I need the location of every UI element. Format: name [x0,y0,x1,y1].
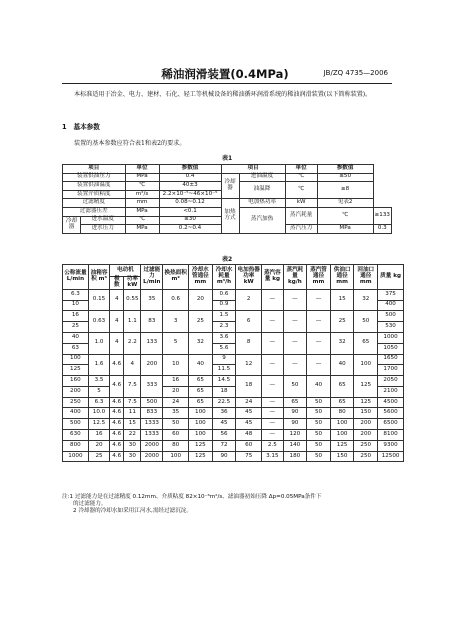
table-cell: ℃ [125,216,159,225]
table-header-cell: 参数值 [317,165,373,174]
table-cell: 5600 [378,408,404,419]
table-cell: 72 [212,440,236,451]
title-rule [62,83,392,84]
note-text: 1 过滤能力是在过滤精度 0.12mm、介质粘度 82×10⁻⁶m²/s、滤油器初始压降 Δp=0.05MPa条件下 [69,494,322,500]
table-header-row [63,265,404,277]
table-cell: 过滤器压差 [63,207,126,216]
table-row [63,419,404,430]
table-cell: 1000 [378,332,404,343]
table-cell: 32 [189,332,213,354]
table-cell: 4.6 [110,354,124,376]
table-cell: 30 [124,451,141,462]
table-cell: 12 [236,354,262,376]
table-header-cell: 蒸汽管通径 mm [307,265,331,290]
table-cell: — [307,311,331,333]
table-cell: 7.5 [124,376,141,398]
table1-caption: 表1 [222,155,233,162]
page-title: 稀油润滑装置(0.4MPa) [161,67,289,81]
table-cell: mm [125,199,159,208]
table-cell: 250 [354,440,378,451]
section-title: 基本参数 [73,123,100,131]
table-header-cell: 蒸汽容量 kg [262,265,283,290]
table-cell: 150 [330,451,354,462]
table-cell: 65 [354,332,378,354]
table-cell: 0.6 [163,289,189,311]
table-cell: 32 [330,332,354,354]
table-row [63,332,404,343]
table-cell: 48 [236,430,262,441]
table-cell: 25 [189,311,213,333]
table-cell: 32 [354,289,378,311]
table-cell: 25 [63,322,89,333]
table-cell: 3 [163,311,189,333]
table-cell: 200 [354,430,378,441]
table-cell: 200 [141,354,163,376]
table-cell: 2.3 [212,322,236,333]
table-cell: 150 [354,408,378,419]
table-cell: MPa [125,173,159,182]
section-heading [62,121,100,131]
table-cell: 4.6 [110,397,124,408]
table-cell: 0.4 [159,173,221,182]
table-cell: 18 [212,386,236,397]
table-cell: 250 [63,397,89,408]
table-cell: 20 [88,440,109,451]
table-cell: 6.3 [88,397,109,408]
table-row [63,354,404,365]
table-cell: 90 [283,408,307,419]
table-cell: 4.6 [110,376,124,398]
table-cell: — [262,419,283,430]
table-cell: ≥133 [373,207,391,224]
table-cell: 6 [236,311,262,333]
table-row [63,440,404,451]
table-cell: 22 [124,430,141,441]
table-cell: 50 [307,440,331,451]
table-row [63,311,404,322]
table-cell: — [307,289,331,311]
table-cell: ℃ [285,182,317,199]
table-cell: 2000 [141,451,163,462]
table-cell: 333 [141,376,163,398]
table-cell: 16 [63,311,89,322]
table-cell: 20 [189,289,213,311]
table-cell: 1.0 [88,332,109,354]
table-cell: 500 [141,397,163,408]
table-cell: 4.6 [110,408,124,419]
table-cell: 100 [330,419,354,430]
table-header-cell: 过滤能力 L/min [141,265,163,290]
table-cell: 4 [110,289,124,311]
table-cell: 65 [189,397,213,408]
table-cell: 30 [124,440,141,451]
table-cell: 1.6 [88,354,109,376]
table-cell: ℃ [317,207,373,224]
table-cell: ≤50 [317,173,373,182]
table-header-cell: 回油口通径 mm [354,265,378,290]
table-cell: 35 [163,408,189,419]
table-cell: 电加热功率 [239,199,285,208]
table-cell: 4.6 [110,451,124,462]
table-cell: 3.5 [88,376,109,387]
table-cell: 65 [283,397,307,408]
table-cell: 75 [236,451,262,462]
table1 [62,164,392,234]
table-cell: 133 [141,332,163,354]
table-cell: 冷却器 [221,173,239,199]
table-cell: 100 [189,419,213,430]
table-cell: 11 [124,408,141,419]
table-cell: — [262,311,283,333]
table-cell: MPa [125,207,159,216]
table-cell: 250 [354,451,378,462]
table-cell: 6500 [378,419,404,430]
table-cell: 18 [236,376,262,398]
table-cell: — [262,376,283,398]
table-cell: 60 [236,440,262,451]
table-cell: — [283,332,307,354]
table-header-cell: 供油口通径 mm [330,265,354,290]
table-cell: 6.3 [63,289,89,300]
table-cell: 25 [88,451,109,462]
table-cell: 56 [212,430,236,441]
table-cell: 24 [163,397,189,408]
table-cell: — [262,397,283,408]
table-cell: 1333 [141,419,163,430]
table-cell: 83 [141,311,163,333]
table-cell: 蒸汽耗量 [285,207,317,224]
table-cell: 40 [63,332,89,343]
table-cell: 0.15 [88,289,109,311]
table2 [62,264,404,462]
table-cell: 2100 [378,386,404,397]
table-cell: 蒸汽加热 [239,207,285,233]
intro-paragraph: 本标准适用于冶金、电力、建材、石化、轻工等机械设备的稀油循环润滑系统的稀油润滑装置(以下简称装置)。 [74,91,372,98]
table-row [63,289,404,300]
table-cell: 400 [378,300,404,311]
table-cell: 蒸汽压力 [285,225,317,234]
table-cell: ≤30 [159,216,221,225]
table-cell: 装置供油压力 [63,173,126,182]
table-cell: 50 [283,376,307,398]
standard-number: JB/ZQ 4735—2006 [323,69,388,77]
table-cell: 5.6 [212,343,236,354]
section-number: 1 [62,123,67,131]
table-cell: 4.6 [110,440,124,451]
table-header-cell: 油箱容积 m³ [88,265,109,290]
table-cell: 4.6 [110,430,124,441]
table-row [63,173,392,182]
table-cell: 20 [163,386,189,397]
table-header-cell: 蒸汽耗量 kg/h [283,265,307,290]
table-cell: 22.5 [212,397,236,408]
table-cell: 进水压力 [81,225,126,234]
table-cell: 125 [63,365,89,376]
table-header-cell: 冷却水管通径 mm [189,265,213,290]
table-row [63,376,404,387]
table-header-row [63,165,392,174]
table-row [63,451,404,462]
table-cell: 125 [354,397,378,408]
table-cell: 12.5 [88,419,109,430]
table-cell: 80 [330,408,354,419]
table-row [63,199,392,208]
table-cell: 90 [212,451,236,462]
table-cell: 1333 [141,430,163,441]
table-cell: 2 [236,289,262,311]
table-cell: 油温降 [239,182,285,199]
notes-label: 注: [62,494,70,500]
table-header-cell: 电加热器功率 kW [236,265,262,290]
table-cell: 65 [189,376,213,387]
table-cell: 14.5 [212,376,236,387]
table-cell: 100 [330,430,354,441]
table-cell: — [262,430,283,441]
table-cell: 2.2×10⁻⁵~46×10⁻⁵ [159,190,221,199]
table-header-cell: 项目 [221,165,285,174]
table-cell: 833 [141,408,163,419]
table-cell: ≥8 [317,182,373,199]
table-cell: 500 [378,311,404,322]
table-cell: 80 [163,440,189,451]
table-cell: 530 [378,322,404,333]
table-cell: <0.1 [159,207,221,216]
table-cell: 进油温度 [239,173,285,182]
table-cell: 125 [330,440,354,451]
table-cell: 16 [88,430,109,441]
table-cell: 375 [378,289,404,300]
table-cell: 1000 [63,451,89,462]
table-cell: 0.2~0.4 [159,225,221,234]
table-cell: 0.3 [373,225,391,234]
table-cell: 100 [163,451,189,462]
table-cell: 36 [212,408,236,419]
table-cell: 40±3 [159,182,221,191]
table-cell: 2000 [141,440,163,451]
table-cell: 50 [307,419,331,430]
table-cell: — [262,354,283,376]
table-cell: 4.6 [110,419,124,430]
table-cell: ℃ [285,173,317,182]
table-cell: 3.6 [212,332,236,343]
table-cell: 7.5 [124,397,141,408]
table-cell: 35 [141,289,163,311]
table-header-cell: 换热面积 m² [163,265,189,290]
table-cell: — [283,311,307,333]
table-cell: — [262,332,283,354]
table-cell: 63 [63,343,89,354]
table-cell: 50 [307,451,331,462]
table-cell: 45 [236,419,262,430]
table-cell: 1.5 [212,311,236,322]
table-cell: m²/s [125,190,159,199]
table-cell: — [307,354,331,376]
table-cell: 5 [88,386,109,397]
table-cell: 100 [63,354,89,365]
table-cell: 140 [283,440,307,451]
table-cell: 40 [189,354,213,376]
table2-caption: 表2 [222,256,233,263]
table-cell: — [307,332,331,354]
table-cell: 5 [163,332,189,354]
table-cell: 见表2 [317,199,373,208]
table-cell: 125 [189,451,213,462]
table-cell: 200 [354,419,378,430]
table-cell: MPa [317,225,373,234]
table-cell: 10 [163,354,189,376]
table-cell: 24 [236,397,262,408]
table-cell: 12500 [378,451,404,462]
table-cell: 100 [189,430,213,441]
table-header-cell: 质量 kg [378,265,404,290]
table-cell: 4 [110,332,124,354]
table-cell: 40 [307,376,331,398]
table-cell: — [262,289,283,311]
table-cell: 10 [63,300,89,311]
table-cell: 50 [307,430,331,441]
table-cell: 25 [330,311,354,333]
note-line: 2 冷却器的冷却水如采用江河水,需经过滤沉淀。 [73,508,192,515]
table-cell: 冷却器 [63,216,81,233]
table-cell: 500 [63,419,89,430]
table-header-cell: 单位 [125,165,159,174]
table-cell: 15 [330,289,354,311]
table-cell: kW [285,199,317,208]
table-cell: 0.6 [212,289,236,300]
table-row [63,397,404,408]
table-header-cell: 电动机 [110,265,141,277]
table-cell: 800 [63,440,89,451]
table-cell: 400 [63,408,89,419]
table-cell: 4 [110,311,124,333]
table-cell: 0.55 [124,289,141,311]
table-cell: 125 [189,440,213,451]
table-cell: 0.9 [212,300,236,311]
table-cell: 1650 [378,354,404,365]
notes [62,494,321,516]
table-cell: 进水温度 [81,216,126,225]
table-cell: 45 [212,419,236,430]
table-cell: 15 [124,419,141,430]
table-cell: ℃ [125,182,159,191]
table-cell: 9 [212,354,236,365]
table-cell: — [262,408,283,419]
table-cell: 1050 [378,343,404,354]
section-text: 装置的基本参数应符合表1和表2的要求。 [74,140,186,147]
table-header-cell: 功率 kW [124,277,141,290]
table-cell: 125 [354,376,378,398]
table-cell: 100 [189,408,213,419]
table-cell: 630 [63,430,89,441]
table-cell: 4 [124,354,141,376]
table-cell: 180 [283,451,307,462]
table-cell: 120 [283,430,307,441]
table-cell: 50 [307,397,331,408]
table-header-cell: 公称流量 L/min [63,265,89,290]
table-header-cell: 单位 [285,165,317,174]
table-header-cell: 极数 [110,277,124,290]
table-cell: 3.15 [262,451,283,462]
table-cell: 50 [307,408,331,419]
table-cell: 50 [163,419,189,430]
table-cell: 8 [236,332,262,354]
table-cell: 2.5 [262,440,283,451]
table-cell: 40 [330,354,354,376]
table-cell: 装置介质粘度 [63,190,126,199]
table-cell: — [283,354,307,376]
table-cell: 65 [330,376,354,398]
table2-body [63,289,404,462]
table-header-cell: 项目 [63,165,126,174]
table-header-cell: 冷却水耗量 m³/h [212,265,236,290]
table-cell: 65 [330,397,354,408]
table-cell: 60 [163,430,189,441]
table-cell: 100 [354,354,378,376]
table-cell: 160 [63,376,89,387]
table-cell: 10.0 [88,408,109,419]
table-cell: 9300 [378,440,404,451]
table-cell: 0.63 [88,311,109,333]
table-cell: 45 [236,408,262,419]
table-cell: 200 [63,386,89,397]
table-cell: 加热方式 [221,199,239,233]
table-row [63,430,404,441]
table-cell: 2050 [378,376,404,387]
table-header-cell: 参数值 [159,165,221,174]
table-cell: 4500 [378,397,404,408]
table-cell: 1700 [378,365,404,376]
table-cell: 装置供油温度 [63,182,126,191]
table-cell: 65 [189,386,213,397]
note-line: 的过滤能力。 [73,501,107,508]
table-cell: 16 [163,376,189,387]
table-cell: 8100 [378,430,404,441]
table-cell: MPa [125,225,159,234]
table-row [63,408,404,419]
table-cell: 11.5 [212,365,236,376]
table-cell: — [283,289,307,311]
table-cell: 0.08~0.12 [159,199,221,208]
table-cell: 2.2 [124,332,141,354]
table-cell: 过滤精度 [63,199,126,208]
table-cell: 1.1 [124,311,141,333]
table-cell: 90 [283,419,307,430]
table-cell: 50 [354,311,378,333]
